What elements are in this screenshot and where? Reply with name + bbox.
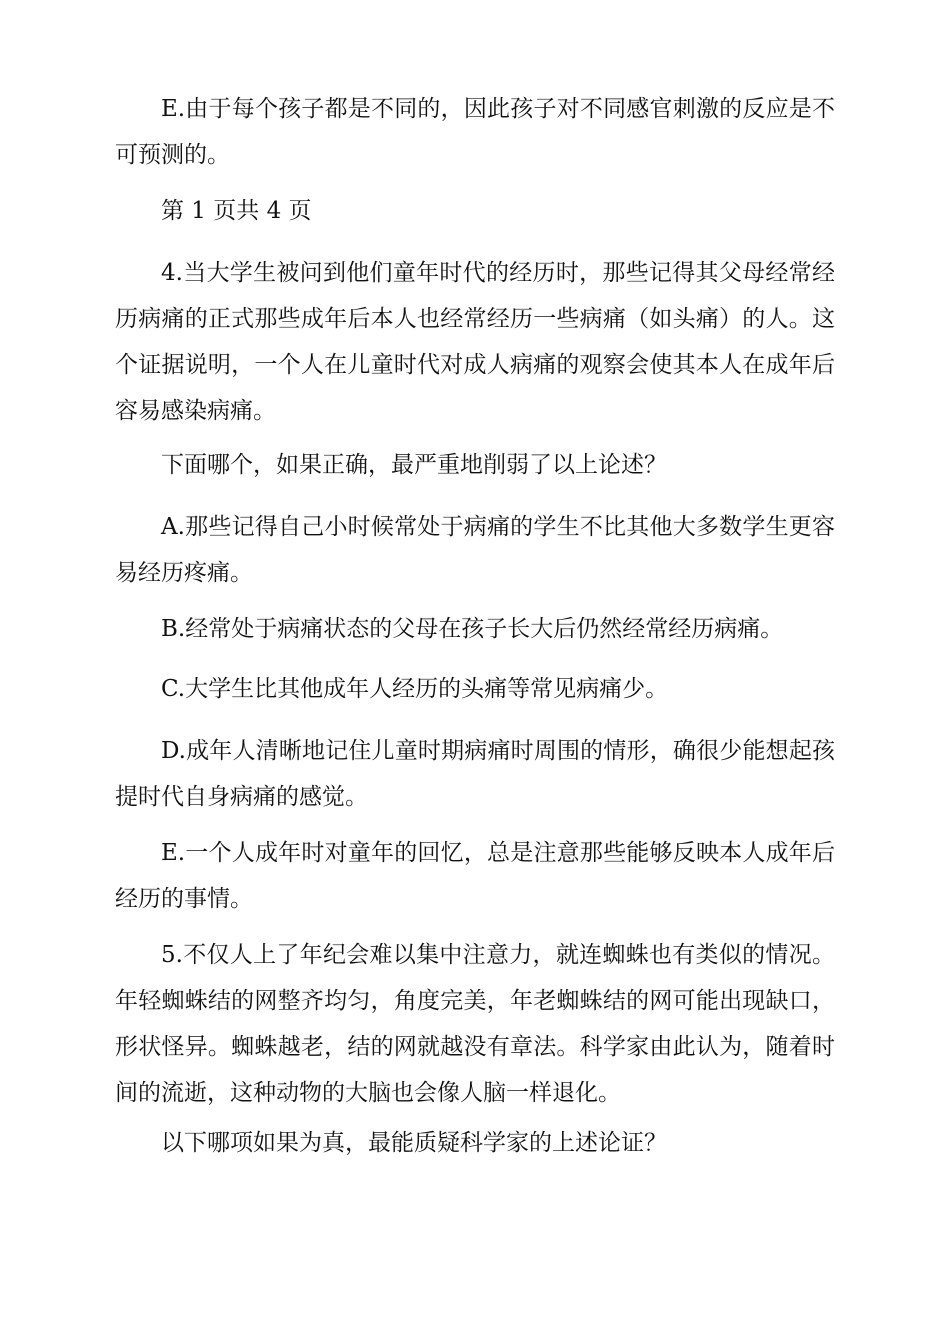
option-e-previous-question: E.由于每个孩子都是不同的，因此孩子对不同感官刺激的反应是不可预测的。 bbox=[115, 96, 835, 168]
question-4-option-b: B.经常处于病痛状态的父母在孩子长大后仍然经常经历病痛。 bbox=[161, 616, 784, 642]
question-4-option-c: C.大学生比其他成年人经历的头痛等常见病痛少。 bbox=[161, 676, 669, 702]
question-4-option-d: D.成年人清晰地记住儿童时期病痛时周围的情形，确很少能想起孩提时代自身病痛的感觉。 bbox=[115, 738, 835, 810]
question-5-prompt: 以下哪项如果为真，最能质疑科学家的上述论证？ bbox=[161, 1130, 667, 1156]
question-4-stem: 4.当大学生被问到他们童年时代的经历时，那些记得其父母经常经历病痛的正式那些成年后本人也经常经历一些病痛（如头痛）的人。这个证据说明，一个人在儿童时代对成人病痛的观察会使其本人在成年后容易感染病痛。 bbox=[115, 260, 835, 424]
page-number-footer: 第 1 页共 4 页 bbox=[161, 198, 312, 224]
question-4-option-a: A.那些记得自己小时候常处于病痛的学生不比其他大多数学生更容易经历疼痛。 bbox=[115, 514, 835, 586]
question-5-stem: 5.不仅人上了年纪会难以集中注意力，就连蜘蛛也有类似的情况。年轻蜘蛛结的网整齐均匀，角度完美，年老蜘蛛结的网可能出现缺口，形状怪异。蜘蛛越老，结的网就越没有章法。科学家由此认为，随着时间的流逝，这种动物的大脑也会像人脑一样退化。 bbox=[115, 942, 835, 1106]
question-4-prompt: 下面哪个，如果正确，最严重地削弱了以上论述？ bbox=[161, 452, 667, 478]
question-4-option-e: E.一个人成年时对童年的回忆，总是注意那些能够反映本人成年后经历的事情。 bbox=[115, 840, 835, 912]
